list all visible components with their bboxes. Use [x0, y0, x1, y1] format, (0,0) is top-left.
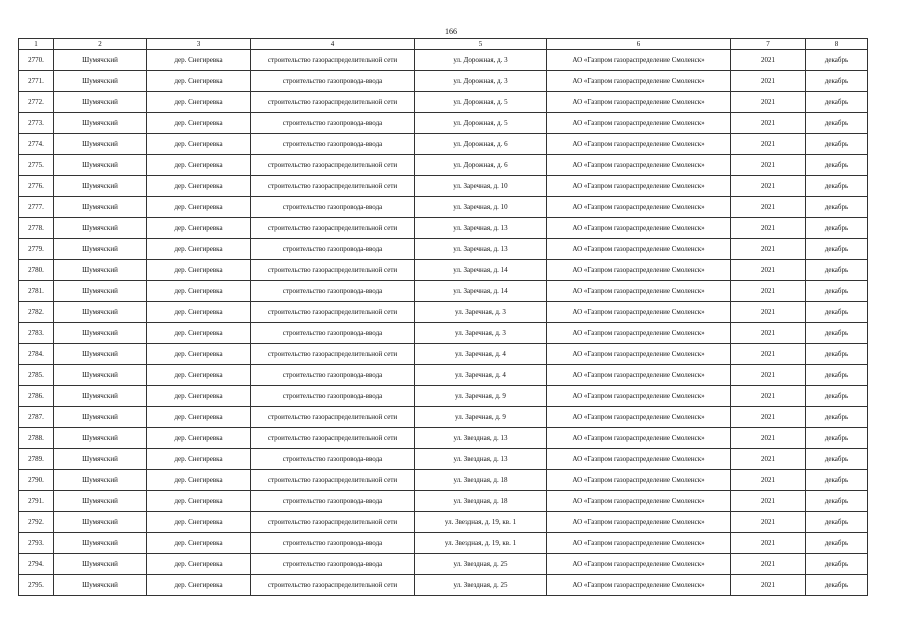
cell-row-number: 2776. — [19, 176, 54, 197]
cell-month: декабрь — [806, 449, 868, 470]
cell-month: декабрь — [806, 344, 868, 365]
cell-work-type: строительство газопровода-ввода — [251, 281, 415, 302]
cell-year: 2021 — [731, 323, 806, 344]
cell-district: Шумячский — [54, 365, 147, 386]
cell-work-type: строительство газораспределительной сети — [251, 92, 415, 113]
cell-row-number: 2790. — [19, 470, 54, 491]
column-header-work-type: 4 — [251, 39, 415, 50]
cell-address: ул. Заречная, д. 10 — [415, 197, 547, 218]
cell-row-number: 2794. — [19, 554, 54, 575]
table-row — [19, 470, 868, 491]
cell-address: ул. Звездная, д. 25 — [415, 554, 547, 575]
cell-organization: АО «Газпром газораспределение Смоленск» — [547, 155, 731, 176]
cell-organization: АО «Газпром газораспределение Смоленск» — [547, 575, 731, 596]
cell-organization: АО «Газпром газораспределение Смоленск» — [547, 449, 731, 470]
cell-settlement: дер. Снегиревка — [147, 449, 251, 470]
cell-work-type: строительство газопровода-ввода — [251, 554, 415, 575]
cell-address: ул. Звездная, д. 18 — [415, 470, 547, 491]
cell-year: 2021 — [731, 428, 806, 449]
cell-district: Шумячский — [54, 218, 147, 239]
cell-year: 2021 — [731, 449, 806, 470]
table-row — [19, 407, 868, 428]
cell-month: декабрь — [806, 155, 868, 176]
cell-settlement: дер. Снегиревка — [147, 260, 251, 281]
cell-row-number: 2779. — [19, 239, 54, 260]
cell-address: ул. Заречная, д. 13 — [415, 239, 547, 260]
cell-organization: АО «Газпром газораспределение Смоленск» — [547, 218, 731, 239]
cell-row-number: 2788. — [19, 428, 54, 449]
cell-settlement: дер. Снегиревка — [147, 554, 251, 575]
cell-work-type: строительство газопровода-ввода — [251, 533, 415, 554]
cell-year: 2021 — [731, 260, 806, 281]
table-row — [19, 260, 868, 281]
cell-address: ул. Дорожная, д. 6 — [415, 155, 547, 176]
cell-work-type: строительство газораспределительной сети — [251, 176, 415, 197]
cell-settlement: дер. Снегиревка — [147, 512, 251, 533]
cell-year: 2021 — [731, 365, 806, 386]
cell-organization: АО «Газпром газораспределение Смоленск» — [547, 554, 731, 575]
cell-row-number: 2778. — [19, 218, 54, 239]
table-row — [19, 134, 868, 155]
table-row — [19, 50, 868, 71]
table-row — [19, 554, 868, 575]
cell-district: Шумячский — [54, 113, 147, 134]
cell-year: 2021 — [731, 470, 806, 491]
cell-work-type: строительство газопровода-ввода — [251, 449, 415, 470]
cell-address: ул. Заречная, д. 3 — [415, 302, 547, 323]
cell-month: декабрь — [806, 323, 868, 344]
cell-month: декабрь — [806, 239, 868, 260]
cell-organization: АО «Газпром газораспределение Смоленск» — [547, 470, 731, 491]
cell-year: 2021 — [731, 491, 806, 512]
cell-organization: АО «Газпром газораспределение Смоленск» — [547, 92, 731, 113]
cell-row-number: 2784. — [19, 344, 54, 365]
cell-month: декабрь — [806, 218, 868, 239]
cell-address: ул. Дорожная, д. 3 — [415, 71, 547, 92]
cell-row-number: 2791. — [19, 491, 54, 512]
cell-district: Шумячский — [54, 470, 147, 491]
cell-year: 2021 — [731, 575, 806, 596]
cell-year: 2021 — [731, 197, 806, 218]
table-row — [19, 302, 868, 323]
cell-organization: АО «Газпром газораспределение Смоленск» — [547, 365, 731, 386]
cell-settlement: дер. Снегиревка — [147, 134, 251, 155]
cell-organization: АО «Газпром газораспределение Смоленск» — [547, 533, 731, 554]
cell-district: Шумячский — [54, 281, 147, 302]
cell-settlement: дер. Снегиревка — [147, 386, 251, 407]
cell-settlement: дер. Снегиревка — [147, 218, 251, 239]
cell-district: Шумячский — [54, 386, 147, 407]
cell-address: ул. Дорожная, д. 6 — [415, 134, 547, 155]
column-header-settlement: 3 — [147, 39, 251, 50]
cell-address: ул. Звездная, д. 19, кв. 1 — [415, 533, 547, 554]
cell-month: декабрь — [806, 554, 868, 575]
cell-month: декабрь — [806, 92, 868, 113]
cell-month: декабрь — [806, 134, 868, 155]
table-row — [19, 323, 868, 344]
cell-month: декабрь — [806, 50, 868, 71]
cell-month: декабрь — [806, 470, 868, 491]
cell-row-number: 2770. — [19, 50, 54, 71]
cell-month: декабрь — [806, 176, 868, 197]
cell-settlement: дер. Снегиревка — [147, 239, 251, 260]
cell-year: 2021 — [731, 134, 806, 155]
cell-row-number: 2795. — [19, 575, 54, 596]
cell-year: 2021 — [731, 176, 806, 197]
cell-district: Шумячский — [54, 239, 147, 260]
cell-row-number: 2777. — [19, 197, 54, 218]
cell-settlement: дер. Снегиревка — [147, 491, 251, 512]
cell-work-type: строительство газораспределительной сети — [251, 470, 415, 491]
table-row — [19, 491, 868, 512]
cell-row-number: 2781. — [19, 281, 54, 302]
cell-work-type: строительство газопровода-ввода — [251, 197, 415, 218]
table-row — [19, 239, 868, 260]
cell-organization: АО «Газпром газораспределение Смоленск» — [547, 134, 731, 155]
cell-address: ул. Заречная, д. 4 — [415, 344, 547, 365]
table-row — [19, 113, 868, 134]
cell-district: Шумячский — [54, 491, 147, 512]
cell-work-type: строительство газопровода-ввода — [251, 323, 415, 344]
cell-month: декабрь — [806, 197, 868, 218]
cell-month: декабрь — [806, 491, 868, 512]
cell-month: декабрь — [806, 281, 868, 302]
cell-address: ул. Звездная, д. 13 — [415, 449, 547, 470]
cell-organization: АО «Газпром газораспределение Смоленск» — [547, 428, 731, 449]
cell-organization: АО «Газпром газораспределение Смоленск» — [547, 197, 731, 218]
cell-row-number: 2782. — [19, 302, 54, 323]
cell-organization: АО «Газпром газораспределение Смоленск» — [547, 239, 731, 260]
cell-address: ул. Дорожная, д. 3 — [415, 50, 547, 71]
cell-organization: АО «Газпром газораспределение Смоленск» — [547, 491, 731, 512]
cell-organization: АО «Газпром газораспределение Смоленск» — [547, 323, 731, 344]
cell-settlement: дер. Снегиревка — [147, 281, 251, 302]
cell-address: ул. Заречная, д. 9 — [415, 386, 547, 407]
cell-work-type: строительство газораспределительной сети — [251, 50, 415, 71]
column-header-address: 5 — [415, 39, 547, 50]
gasification-schedule-table — [18, 38, 868, 596]
cell-year: 2021 — [731, 386, 806, 407]
cell-address: ул. Заречная, д. 13 — [415, 218, 547, 239]
cell-district: Шумячский — [54, 533, 147, 554]
cell-district: Шумячский — [54, 197, 147, 218]
cell-row-number: 2775. — [19, 155, 54, 176]
cell-row-number: 2772. — [19, 92, 54, 113]
cell-year: 2021 — [731, 302, 806, 323]
cell-year: 2021 — [731, 239, 806, 260]
cell-address: ул. Заречная, д. 3 — [415, 323, 547, 344]
cell-district: Шумячский — [54, 512, 147, 533]
cell-address: ул. Дорожная, д. 5 — [415, 92, 547, 113]
page-number: 166 — [445, 27, 457, 36]
cell-work-type: строительство газораспределительной сети — [251, 512, 415, 533]
column-header-district: 2 — [54, 39, 147, 50]
cell-settlement: дер. Снегиревка — [147, 50, 251, 71]
cell-address: ул. Звездная, д. 25 — [415, 575, 547, 596]
cell-work-type: строительство газораспределительной сети — [251, 575, 415, 596]
cell-address: ул. Заречная, д. 14 — [415, 281, 547, 302]
cell-year: 2021 — [731, 512, 806, 533]
cell-row-number: 2792. — [19, 512, 54, 533]
column-header-month: 8 — [806, 39, 868, 50]
cell-settlement: дер. Снегиревка — [147, 575, 251, 596]
cell-address: ул. Заречная, д. 9 — [415, 407, 547, 428]
cell-district: Шумячский — [54, 344, 147, 365]
cell-row-number: 2774. — [19, 134, 54, 155]
cell-work-type: строительство газопровода-ввода — [251, 113, 415, 134]
table-row — [19, 155, 868, 176]
cell-address: ул. Заречная, д. 14 — [415, 260, 547, 281]
cell-month: декабрь — [806, 533, 868, 554]
cell-district: Шумячский — [54, 449, 147, 470]
cell-organization: АО «Газпром газораспределение Смоленск» — [547, 176, 731, 197]
cell-district: Шумячский — [54, 92, 147, 113]
table-row — [19, 344, 868, 365]
cell-row-number: 2773. — [19, 113, 54, 134]
cell-row-number: 2786. — [19, 386, 54, 407]
cell-district: Шумячский — [54, 554, 147, 575]
cell-address: ул. Звездная, д. 18 — [415, 491, 547, 512]
cell-organization: АО «Газпром газораспределение Смоленск» — [547, 386, 731, 407]
cell-organization: АО «Газпром газораспределение Смоленск» — [547, 71, 731, 92]
cell-district: Шумячский — [54, 50, 147, 71]
table-row — [19, 218, 868, 239]
cell-year: 2021 — [731, 218, 806, 239]
cell-settlement: дер. Снегиревка — [147, 365, 251, 386]
cell-settlement: дер. Снегиревка — [147, 302, 251, 323]
cell-work-type: строительство газопровода-ввода — [251, 491, 415, 512]
cell-district: Шумячский — [54, 302, 147, 323]
cell-organization: АО «Газпром газораспределение Смоленск» — [547, 281, 731, 302]
cell-address: ул. Заречная, д. 4 — [415, 365, 547, 386]
cell-settlement: дер. Снегиревка — [147, 155, 251, 176]
cell-settlement: дер. Снегиревка — [147, 71, 251, 92]
cell-settlement: дер. Снегиревка — [147, 323, 251, 344]
table-row — [19, 533, 868, 554]
table-row — [19, 365, 868, 386]
cell-work-type: строительство газопровода-ввода — [251, 71, 415, 92]
table-row — [19, 449, 868, 470]
cell-month: декабрь — [806, 575, 868, 596]
cell-month: декабрь — [806, 71, 868, 92]
cell-work-type: строительство газораспределительной сети — [251, 218, 415, 239]
cell-settlement: дер. Снегиревка — [147, 92, 251, 113]
cell-month: декабрь — [806, 260, 868, 281]
cell-organization: АО «Газпром газораспределение Смоленск» — [547, 260, 731, 281]
cell-work-type: строительство газораспределительной сети — [251, 344, 415, 365]
cell-work-type: строительство газораспределительной сети — [251, 155, 415, 176]
cell-row-number: 2771. — [19, 71, 54, 92]
table-row — [19, 512, 868, 533]
cell-month: декабрь — [806, 386, 868, 407]
cell-organization: АО «Газпром газораспределение Смоленск» — [547, 407, 731, 428]
cell-year: 2021 — [731, 344, 806, 365]
cell-district: Шумячский — [54, 71, 147, 92]
cell-address: ул. Дорожная, д. 5 — [415, 113, 547, 134]
cell-year: 2021 — [731, 281, 806, 302]
cell-row-number: 2793. — [19, 533, 54, 554]
table-row — [19, 386, 868, 407]
cell-district: Шумячский — [54, 176, 147, 197]
cell-settlement: дер. Снегиревка — [147, 197, 251, 218]
cell-district: Шумячский — [54, 260, 147, 281]
cell-organization: АО «Газпром газораспределение Смоленск» — [547, 50, 731, 71]
cell-district: Шумячский — [54, 155, 147, 176]
column-header-organization: 6 — [547, 39, 731, 50]
cell-address: ул. Звездная, д. 19, кв. 1 — [415, 512, 547, 533]
cell-year: 2021 — [731, 155, 806, 176]
cell-year: 2021 — [731, 92, 806, 113]
cell-month: декабрь — [806, 365, 868, 386]
cell-address: ул. Звездная, д. 13 — [415, 428, 547, 449]
cell-work-type: строительство газораспределительной сети — [251, 407, 415, 428]
table-header-row — [19, 39, 868, 50]
cell-work-type: строительство газопровода-ввода — [251, 386, 415, 407]
cell-year: 2021 — [731, 554, 806, 575]
cell-year: 2021 — [731, 407, 806, 428]
cell-year: 2021 — [731, 533, 806, 554]
cell-settlement: дер. Снегиревка — [147, 113, 251, 134]
cell-settlement: дер. Снегиревка — [147, 344, 251, 365]
cell-district: Шумячский — [54, 575, 147, 596]
table-row — [19, 92, 868, 113]
cell-organization: АО «Газпром газораспределение Смоленск» — [547, 113, 731, 134]
cell-row-number: 2780. — [19, 260, 54, 281]
table-row — [19, 281, 868, 302]
cell-settlement: дер. Снегиревка — [147, 533, 251, 554]
column-header-row-number: 1 — [19, 39, 54, 50]
table-row — [19, 71, 868, 92]
cell-work-type: строительство газораспределительной сети — [251, 428, 415, 449]
cell-work-type: строительство газопровода-ввода — [251, 365, 415, 386]
cell-address: ул. Заречная, д. 10 — [415, 176, 547, 197]
cell-settlement: дер. Снегиревка — [147, 428, 251, 449]
table-row — [19, 428, 868, 449]
cell-month: декабрь — [806, 428, 868, 449]
cell-month: декабрь — [806, 407, 868, 428]
cell-organization: АО «Газпром газораспределение Смоленск» — [547, 344, 731, 365]
cell-district: Шумячский — [54, 428, 147, 449]
cell-row-number: 2783. — [19, 323, 54, 344]
column-header-year: 7 — [731, 39, 806, 50]
table-body — [19, 50, 868, 596]
cell-month: декабрь — [806, 512, 868, 533]
cell-year: 2021 — [731, 113, 806, 134]
table-row — [19, 176, 868, 197]
cell-organization: АО «Газпром газораспределение Смоленск» — [547, 512, 731, 533]
cell-row-number: 2785. — [19, 365, 54, 386]
cell-work-type: строительство газопровода-ввода — [251, 134, 415, 155]
cell-month: декабрь — [806, 302, 868, 323]
cell-settlement: дер. Снегиревка — [147, 407, 251, 428]
cell-settlement: дер. Снегиревка — [147, 176, 251, 197]
cell-row-number: 2787. — [19, 407, 54, 428]
table-header — [19, 39, 868, 50]
cell-work-type: строительство газопровода-ввода — [251, 239, 415, 260]
cell-year: 2021 — [731, 50, 806, 71]
cell-row-number: 2789. — [19, 449, 54, 470]
cell-work-type: строительство газораспределительной сети — [251, 260, 415, 281]
cell-settlement: дер. Снегиревка — [147, 470, 251, 491]
cell-district: Шумячский — [54, 323, 147, 344]
cell-district: Шумячский — [54, 407, 147, 428]
cell-district: Шумячский — [54, 134, 147, 155]
table-row — [19, 575, 868, 596]
cell-organization: АО «Газпром газораспределение Смоленск» — [547, 302, 731, 323]
cell-month: декабрь — [806, 113, 868, 134]
table-row — [19, 197, 868, 218]
cell-work-type: строительство газораспределительной сети — [251, 302, 415, 323]
cell-year: 2021 — [731, 71, 806, 92]
